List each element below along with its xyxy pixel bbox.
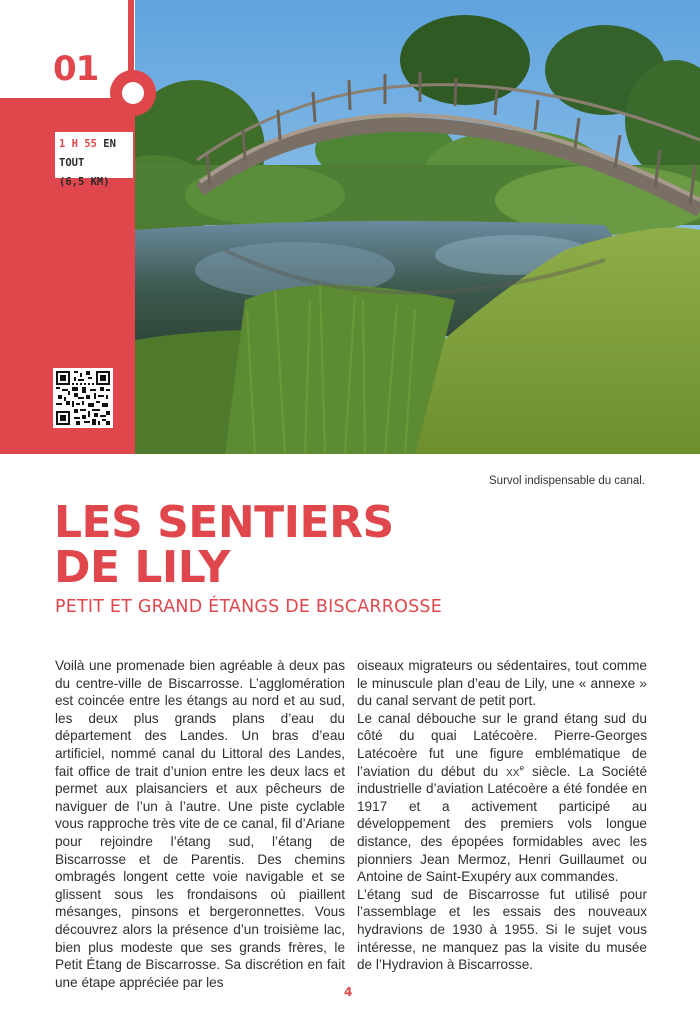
duration-distance: (6,5 KM) xyxy=(59,176,110,188)
route-number: 01 xyxy=(53,49,99,89)
page-title-line-1: LES SENTIERS xyxy=(54,497,394,548)
body-paragraph: L’étang sud de Biscarrosse fut utilisé pour l’assemblage et les essais des nouveaux hydravions de 1930 à 1955. Si le sujet vous intéresse, ne manquez pas la visite du musée de l’Hydravion à Biscarrosse. xyxy=(357,886,647,973)
qr-code-icon[interactable] xyxy=(53,368,113,428)
page-number: 4 xyxy=(344,985,353,999)
body-column-right xyxy=(357,657,647,974)
duration-suffix: EN TOUT xyxy=(59,138,116,169)
duration-box xyxy=(55,132,133,188)
duration-time: 1 H 55 xyxy=(59,138,97,150)
body-text: Le canal débouche sur le grand étang sud du côté du quai Latécoère. Pierre-Georges Latécoère fut une figure emblématique de l’aviation du début du xyxy=(357,710,647,779)
location-pin-icon xyxy=(110,70,156,116)
body-paragraph: Voilà une promenade bien agréable à deux pas du centre-ville de Biscarrosse. L’agglomération est coincée entre les étangs au nord et au sud, les deux plus grands plans d’eau du département des Landes. Un bras d’eau artificiel, nommé canal du Littoral des Landes, fait office de trait d’union entre les deux lacs et permet aux plaisanciers et aux pêcheurs de naviguer de l’un à l’autre. Une piste cyclable vous rapproche très vite de ce canal, fil d’Ariane pour rejoindre l’étang sud, l’étang de Biscarrosse et de Parentis. Des chemins ombragés longent cette voie navigable et se glissent sous les frondaisons où piaillent mésanges, pinsons et bergeronnettes. Vous découvrez alors la présence d’un troisième lac, bien plus modeste que ses grands frères, le Petit Étang de Biscarrosse. Sa discrétion en fait une étape appréciée par les xyxy=(55,658,345,990)
photo-caption: Survol indispensable du canal. xyxy=(489,475,645,487)
body-paragraph xyxy=(357,710,647,886)
page-title-line-2: DE LILY xyxy=(54,542,230,593)
century-suffix: e xyxy=(519,763,525,773)
body-column-left xyxy=(55,657,345,991)
body-text: siècle. La Société industrielle d’aviation Latécoère a été fondée en 1917 et a activement participé au développement des premiers vols longue distance, des épopées formidables avec les pionniers Jean Mermoz, Henri Guillaumet ou Antoine de Saint-Exupéry aux commandes. xyxy=(357,763,648,885)
page-subtitle: PETIT ET GRAND ÉTANGS DE BISCARROSSE xyxy=(55,597,442,617)
century-roman: xx xyxy=(506,763,520,779)
accent-stem xyxy=(128,0,134,72)
body-paragraph: oiseaux migrateurs ou sédentaires, tout comme le minuscule plan d’eau de Lily, une « annexe » du canal servant de petit port. xyxy=(357,658,647,709)
hero-photo xyxy=(135,0,700,454)
